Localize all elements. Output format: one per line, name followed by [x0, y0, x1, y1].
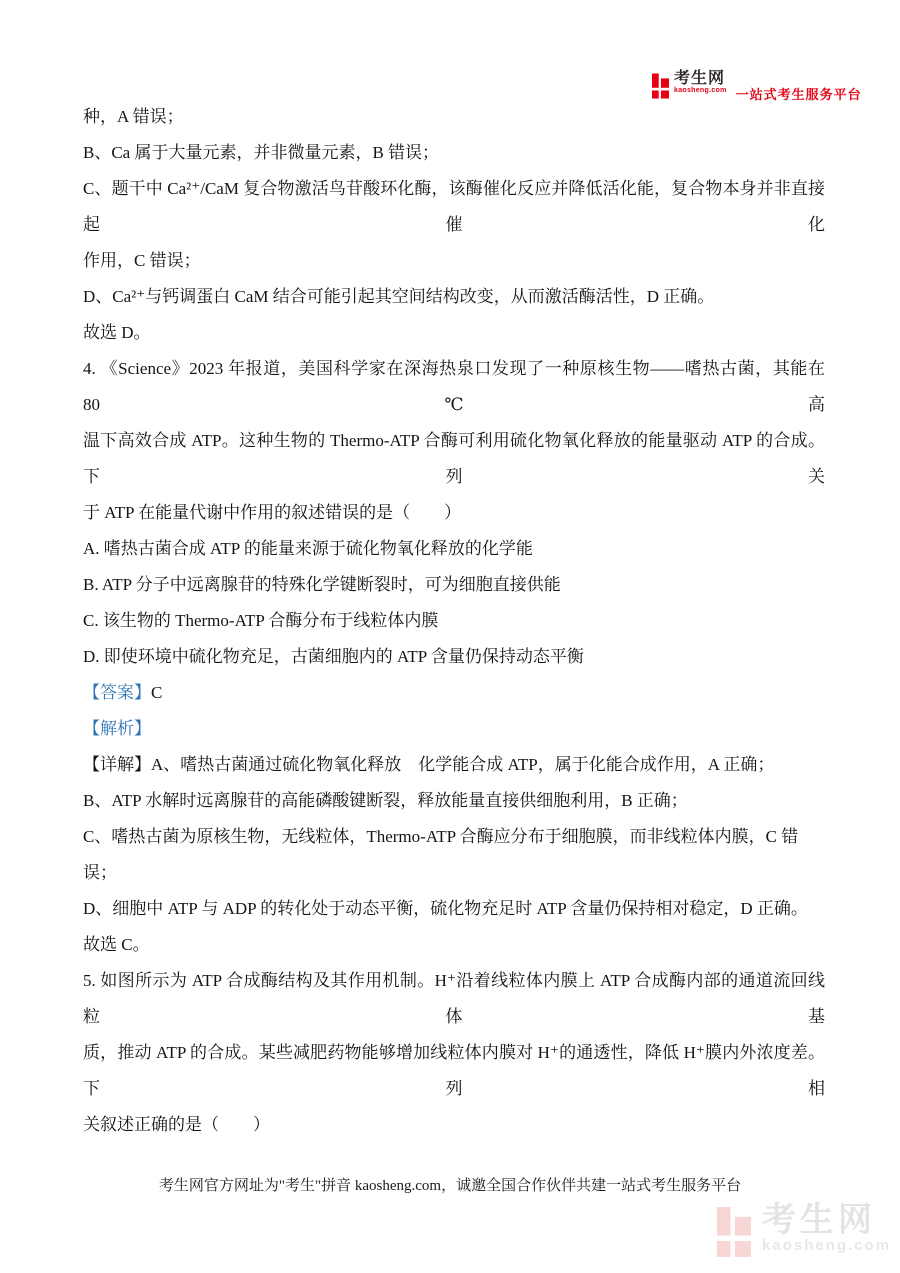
explanation-q3-line-c1: C、题干中 Ca²⁺/CaM 复合物激活鸟苷酸环化酶，该酶催化反应并降低活化能，复合物本身并非直接起催化 — [83, 179, 825, 234]
explanation-q3-line-b: B、Ca 属于大量元素，并非微量元素，B 错误； — [83, 143, 440, 162]
kaosheng-watermark-icon — [714, 1207, 754, 1257]
answer-value: C — [151, 683, 163, 702]
kaosheng-watermark — [714, 1203, 891, 1257]
logo-domain: kaosheng.com — [674, 87, 727, 94]
watermark-domain: kaosheng.com — [762, 1237, 892, 1254]
q4-option-c: C. 该生物的 Thermo-ATP 合酶分布于线粒体内膜 — [83, 611, 439, 630]
q4-option-b: B. ATP 分子中远离腺苷的特殊化学键断裂时，可为细胞直接供能 — [83, 575, 561, 594]
q4-analysis-line — [83, 711, 825, 747]
q4-conclusion: 故选 C。 — [83, 935, 150, 954]
footer-text: 考生网官方网址为"考生"拼音 kaosheng.com，诚邀全国合作伙伴共建一站式考生服务平台 — [158, 1178, 742, 1194]
q4-answer-line — [83, 675, 825, 711]
logo-brand: 考生网 — [674, 70, 726, 87]
q4-stem-line-1: 4. 《Science》2023 年报道，美国科学家在深海热泉口发现了一种原核生物——嗜热古菌，其能在 80℃高 — [83, 359, 825, 414]
explanation-q3-line-a: 种，A 错误； — [83, 107, 184, 126]
q5-stem-line-2: 质，推动 ATP 的合成。某些减肥药物能够增加线粒体内膜对 H⁺的通透性，降低 H⁺膜内外浓度差。下列相 — [83, 1043, 825, 1098]
q4-detail-line-b: B、ATP 水解时远离腺苷的高能磷酸键断裂，释放能量直接供细胞利用，B 正确； — [83, 791, 688, 810]
kaosheng-logo-icon — [652, 73, 669, 99]
document-body — [83, 99, 825, 1143]
answer-label: 【答案】 — [83, 683, 151, 702]
q4-option-a: A. 嗜热古菌合成 ATP 的能量来源于硫化物氧化释放的化学能 — [83, 539, 533, 558]
watermark-text-block — [762, 1203, 891, 1254]
q4-detail-line-d: D、细胞中 ATP 与 ADP 的转化处于动态平衡，硫化物充足时 ATP 含量仍保持相对稳定，D 正确。 — [83, 899, 808, 918]
q5-stem-line-1: 5. 如图所示为 ATP 合成酶结构及其作用机制。H⁺沿着线粒体内膜上 ATP 合成酶内部的通道流回线粒体基 — [83, 971, 825, 1026]
watermark-brand: 考生网 — [762, 1201, 876, 1239]
explanation-q3-line-d: D、Ca²⁺与钙调蛋白 CaM 结合可能引起其空间结构改变，从而激活酶活性，D 正确。 — [83, 287, 715, 306]
explanation-q3-conclusion: 故选 D。 — [83, 323, 151, 342]
analysis-label: 【解析】 — [83, 719, 151, 738]
logo-text-block — [674, 70, 727, 95]
q4-stem-line-3: 于 ATP 在能量代谢中作用的叙述错误的是（ ） — [83, 503, 462, 522]
page-footer — [0, 1176, 900, 1196]
q4-stem-line-2: 温下高效合成 ATP。这种生物的 Thermo-ATP 合酶可利用硫化物氧化释放的能量驱动 ATP 的合成。下列关 — [83, 431, 825, 486]
explanation-q3-line-c2: 作用，C 错误； — [83, 251, 201, 270]
q5-stem-line-3: 关叙述正确的是（ ） — [83, 1115, 270, 1134]
q4-detail-line-a: 【详解】A、嗜热古菌通过硫化物氧化释放 化学能合成 ATP，属于化能合成作用，A 正确； — [83, 755, 775, 774]
q4-option-d: D. 即使环境中硫化物充足，古菌细胞内的 ATP 含量仍保持动态平衡 — [83, 647, 584, 666]
q4-detail-line-c: C、嗜热古菌为原核生物，无线粒体，Thermo-ATP 合酶应分布于细胞膜，而非线粒体内膜，C 错误； — [83, 827, 799, 882]
logo-tagline: 一站式考生服务平台 — [735, 87, 862, 102]
